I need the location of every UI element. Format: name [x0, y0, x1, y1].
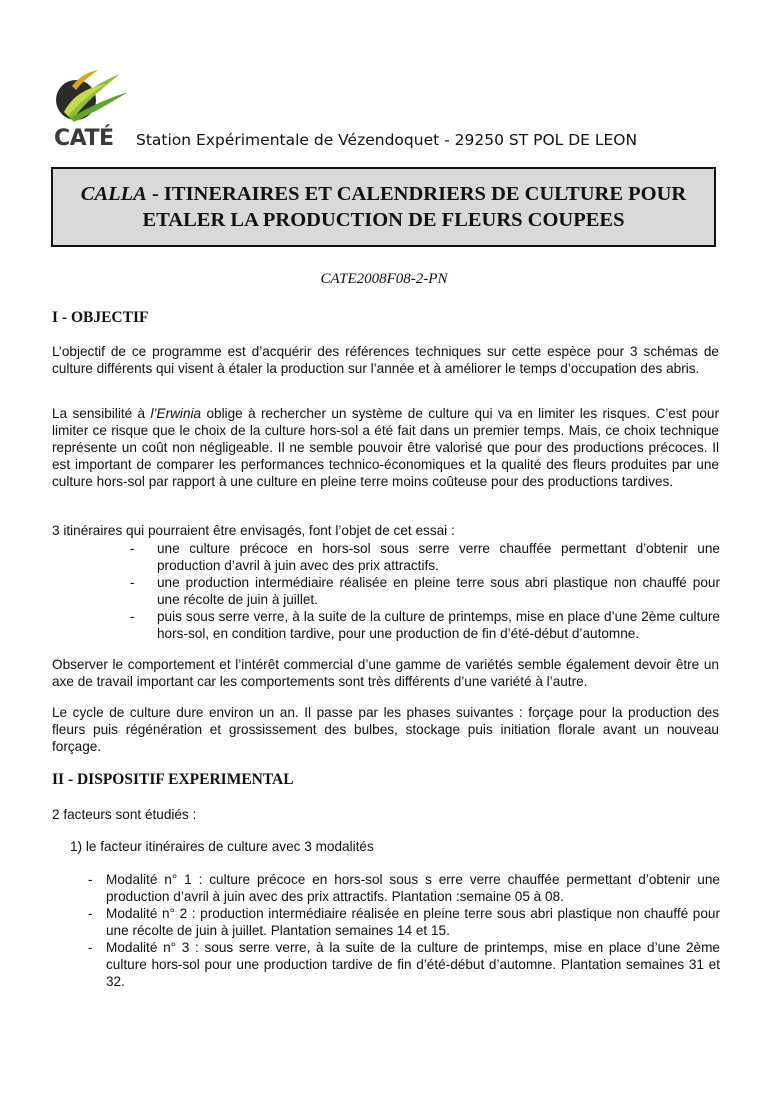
logo-text: CATÉ	[54, 126, 114, 151]
title-box	[51, 167, 716, 247]
list-item: - Modalité n° 2 : production intermédiaire réalisée en pleine terre sous abri plastique non chauffé pour une récolte de juin à juillet. Plantation semaines 14 et 15.	[88, 906, 720, 938]
list-item-text: Modalité n° 1 : culture précoce en hors-sol sous s erre verre chauffée permettant d’obtenir une production d’avril à juin avec des prix attractifs. Plantation :semaine 05 à 08.	[106, 872, 720, 904]
para2-pre: La sensibilité à	[52, 406, 151, 421]
section1-heading: I - OBJECTIF	[52, 309, 149, 326]
document-title	[81, 181, 686, 233]
para2-italic: l’Erwinia	[150, 406, 202, 421]
factor1-label: 1) le facteur itinéraires de culture avec 3 modalités	[70, 839, 374, 854]
section1-para5: Le cycle de culture dure environ un an. Il passe par les phases suivantes : forçage pour la production des fleurs puis régénération et grossissement des bulbes, stockage puis initiation florale avant un nouveau forçage.	[52, 705, 719, 754]
section1-para3: 3 itinéraires qui pourraient être envisagés, font l’objet de cet essai :	[52, 523, 455, 538]
list-item: - une culture précoce en hors-sol sous serre verre chauffée permettant d’obtenir une production d’avril à juin avec des prix attractifs.	[130, 541, 720, 573]
list-item-text: Modalité n° 3 : sous serre verre, à la suite de la culture de printemps, mise en place d’une 2ème culture hors-sol pour une production tardive de fin d’été-début d’automne. Plantation semaines 31 et 32.	[106, 940, 720, 989]
title-italic: CALLA	[80, 183, 147, 205]
para2-post: oblige à rechercher un système de culture qui va en limiter les risques. C’est pour limiter ce risque que le choix de la culture hors-sol a été fait dans un premier temps. Mais, ce choix technique représente un coût non négligeable. Il ne semble pouvoir être valorisé que pour des productions précoces. Il est important de comparer les performances technico-économiques et la qualité des fleurs produites par une culture hors-sol par rapport à une culture en pleine terre moins coûteuse pour des productions tardives.	[52, 406, 719, 489]
title-line1: - ITINERAIRES ET CALENDRIERS DE CULTURE POUR	[146, 183, 687, 205]
list-item: - Modalité n° 3 : sous serre verre, à la suite de la culture de printemps, mise en place d’une 2ème culture hors-sol pour une production tardive de fin d’été-début d’automne. Plantation semaines 31 et 32.	[88, 940, 720, 989]
list-item-text: une production intermédiaire réalisée en pleine terre sous abri plastique non chauffé pour une récolte de juin à juillet.	[157, 575, 720, 607]
section2-intro: 2 facteurs sont étudiés :	[52, 807, 197, 822]
title-line2: ETALER LA PRODUCTION DE FLEURS COUPEES	[142, 209, 625, 231]
list-item-text: puis sous serre verre, à la suite de la culture de printemps, mise en place d’une 2ème culture hors-sol, en condition tardive, pour une production de fin d’été-début d’automne.	[157, 609, 720, 641]
modalities-list	[88, 871, 720, 990]
list-item: - puis sous serre verre, à la suite de la culture de printemps, mise en place d’une 2ème culture hors-sol, en condition tardive, pour une production de fin d’été-début d’automne.	[130, 609, 720, 641]
section1-para4: Observer le comportement et l’intérêt commercial d’une gamme de variétés semble également devoir être un axe de travail important car les comportements sont très différents d’une variété à l’autre.	[52, 657, 719, 689]
section2-heading: II - DISPOSITIF EXPERIMENTAL	[52, 771, 294, 788]
list-item-text: Modalité n° 2 : production intermédiaire réalisée en pleine terre sous abri plastique non chauffé pour une récolte de juin à juillet. Plantation semaines 14 et 15.	[106, 906, 720, 938]
section1-para2	[52, 405, 719, 490]
itineraries-list	[130, 540, 720, 642]
list-item: - Modalité n° 1 : culture précoce en hors-sol sous s erre verre chauffée permettant d’obtenir une production d’avril à juin avec des prix attractifs. Plantation :semaine 05 à 08.	[88, 872, 720, 904]
section1-para1: L’objectif de ce programme est d’acquérir des références techniques sur cette espèce pour 3 schémas de culture différents qui visent à étaler la production sur l’année et à améliorer le temps d’occupation des abris.	[52, 344, 719, 376]
list-item-text: une culture précoce en hors-sol sous serre verre chauffée permettant d’obtenir une production d’avril à juin avec des prix attractifs.	[157, 541, 720, 573]
list-item: - une production intermédiaire réalisée en pleine terre sous abri plastique non chauffé pour une récolte de juin à juillet.	[130, 575, 720, 607]
station-address: Station Expérimentale de Vézendoquet - 29250 ST POL DE LEON	[136, 131, 638, 149]
document-code: CATE2008F08-2-PN	[320, 271, 448, 287]
